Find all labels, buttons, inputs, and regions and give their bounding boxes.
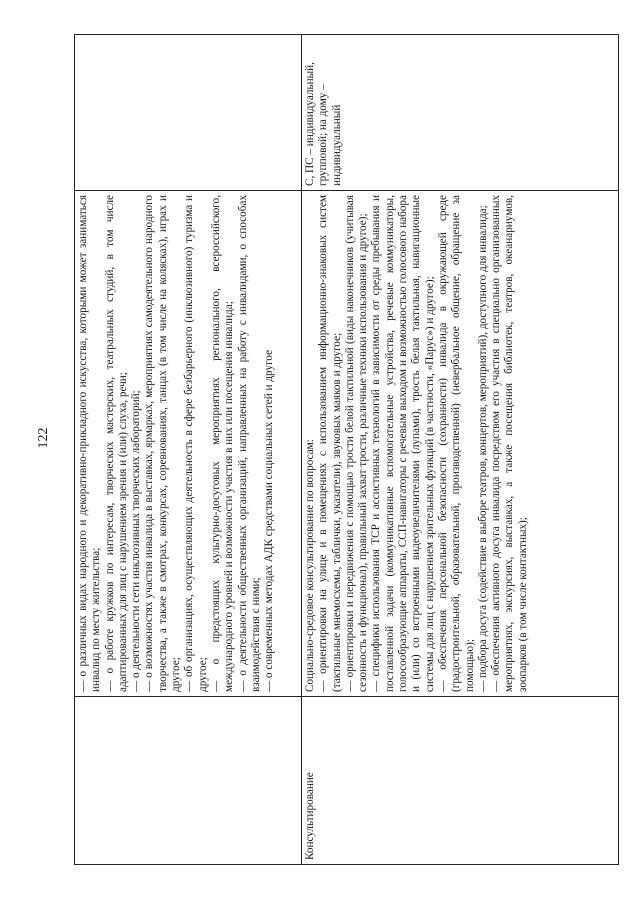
rotated-table-wrapper <box>74 35 608 865</box>
list-item: — подбора досуга (содействие в выборе театров, концертов, мероприятий), доступного для инвалида; <box>477 195 490 692</box>
list-item: — о деятельности общественных организаций, направленных на работу с инвалидами, о способах взаимодействия с ними; <box>237 195 264 692</box>
category-cell: Консультирование <box>302 697 619 865</box>
list-item: — об организациях, осуществляющих деятельность в сфере безбарьерного (инклюзивного) туризма и другое; <box>183 195 210 692</box>
table-row-continued <box>75 35 302 865</box>
list-item: — специфики использования ТСР и ассистивных технологий в зависимости от среды пребывания и поставленной задачи (коммуникативные вспомогательные устройства, речевые коммуникаторы, голосообразующие аппараты, ССП-навигаторы с речевым выходом и возможностью голосового набора и (или) со встроенными видеоувеличителями (лупами), трость белая тактильная, навигационные системы для лиц с нарушением зрительных функций (в частности, «Парус») и другое); <box>370 195 436 692</box>
list-item: — ориентировки на улице и в помещениях с использованием информационно-знаковых систем (тактильные мнемосхемы, таблички, указатели), звуковых маяков и другое; <box>317 195 344 692</box>
form-cell: С, ПС – индивидуальный, групповой; на дому – индивидуальный <box>302 35 619 191</box>
services-table <box>74 34 619 865</box>
form-cell <box>75 35 302 191</box>
list-item: — о возможностях участия инвалида в выставках, ярмарках, мероприятиях самодеятельного народного творчества, а также в смотрах, конкурсах, соревнованиях, танцах (в том числе на колясках), играх и другое; <box>143 195 183 692</box>
list-item: — о деятельности сети инклюзивных творческих лабораторий; <box>130 195 143 692</box>
list-item: — о современных методах АДК средствами социальных сетей и другое <box>263 195 276 692</box>
list-item: — обеспечения персональной безопасности (сохранности) инвалида в окружающей среде (градостроительной, образовательной, производственной) (невербальное общение, обращение за помощью); <box>437 195 477 692</box>
content-cell <box>75 191 302 697</box>
list-item: — о различных видах народного и декоративно-прикладного искусства, которыми может заниматься инвалид по месту жительства; <box>77 195 104 692</box>
list-item: — обеспечения активного досуга инвалида посредством его участия в специально организованных мероприятиях, экскурсиях, выставках, а также посещения библиотек, театров, океанариумов, зоопарков (в том числе контактных); <box>490 195 530 692</box>
category-cell <box>75 697 302 865</box>
section-heading: Социально-средовое консультирование по вопросам: <box>304 439 316 692</box>
content-cell <box>302 191 619 697</box>
page-number: 122 <box>36 427 51 449</box>
list-item: — ориентировки и передвижения с помощью трости белой тактильной (виды наконечников (учитывая сезонность и функционал), правильный захват трости, различные техники использования и другое); <box>344 195 371 692</box>
list-item: — о предстоящих культурно-досуговых мероприятиях регионального, всероссийского, международного уровней и возможности участия в них или посещения инвалида; <box>210 195 237 692</box>
table-row-consulting <box>302 35 619 865</box>
list-item: — о работе кружков по интересам, творческих мастерских, театральных студий, в том числе адаптированных для лиц с нарушением зрения и (или) слуха, речи; <box>104 195 131 692</box>
